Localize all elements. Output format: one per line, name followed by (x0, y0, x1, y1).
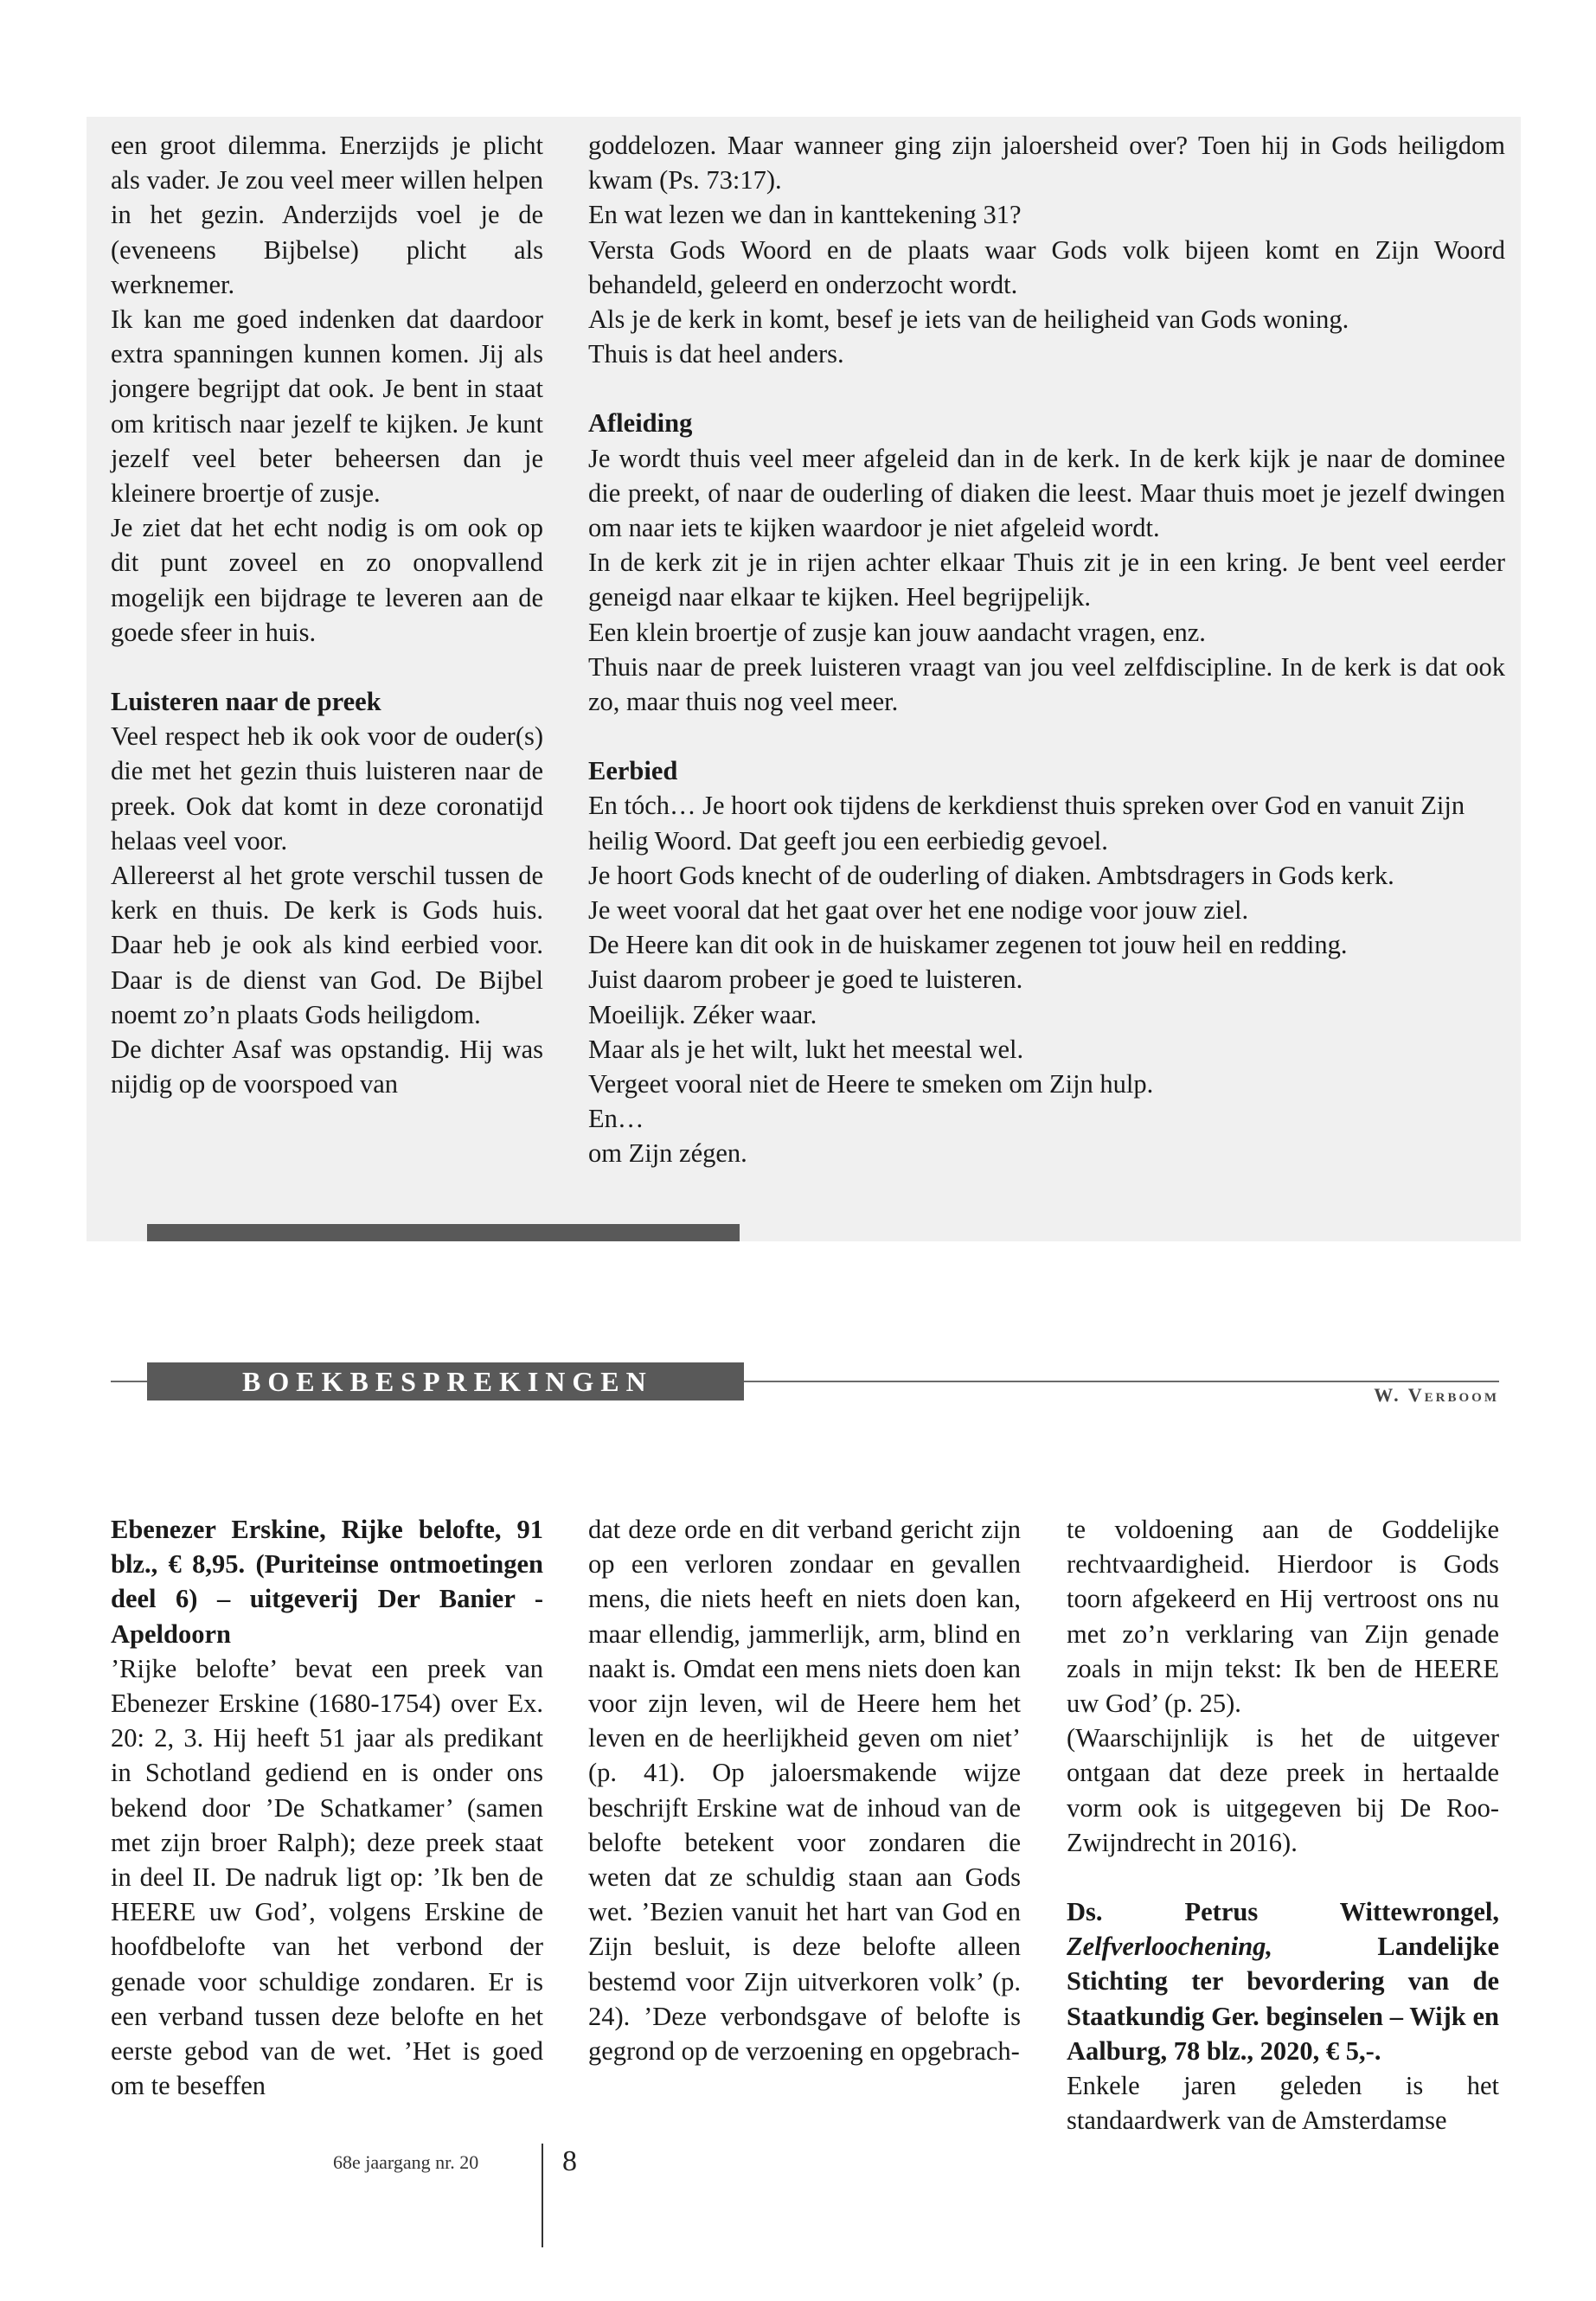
paragraph: een groot dilemma. Enerzijds je plicht als vader. Je zou veel meer willen helpen in het gezin. Anderzijds voel je de (eveneens Bijbelse) plicht als werknemer. (111, 131, 543, 299)
paragraph: De dichter Asaf was opstandig. Hij was nijdig op de voorspoed van (111, 1035, 543, 1099)
review-title: Zelfverloochening, (1067, 1932, 1273, 1962)
subheading-eerbied: Eerbied (588, 756, 678, 786)
paragraph: Maar als je het wilt, lukt het meestal wel. (588, 1034, 1024, 1064)
paragraph: Versta Gods Woord en de plaats waar Gods volk bijeen komt en Zijn Woord behandeld, geleerd en onderzocht wordt. (588, 234, 1505, 299)
paragraph: Je weet vooral dat het gaat over het ene nodige voor jouw ziel. (588, 895, 1249, 926)
section-rule-left (111, 1381, 147, 1382)
paragraph: om Zijn zégen. (588, 1138, 747, 1169)
review-author: Ds. Petrus Wittewrongel, (1067, 1897, 1499, 1927)
article-left-column (111, 128, 543, 1101)
review-column-1 (111, 1512, 543, 2103)
review-publisher: Landelijke Stichting ter bevordering van de Staatkundig Ger. beginselen – Wijk en Aalburg, 78 blz., 2020, € 5,-. (1067, 1932, 1499, 2066)
review-heading-wittewrongel (1067, 1894, 1499, 2068)
review-column-2 (588, 1512, 1021, 2068)
paragraph: (Waarschijnlijk is het de uitgever ontgaan dat deze preek in hertaalde vorm ook is uitgegeven bij De Roo-Zwijndrecht in 2016). (1067, 1723, 1499, 1857)
paragraph: Je ziet dat het echt nodig is om ook op dit punt zoveel en zo onopvallend mogelijk een bijdrage te leveren aan de goede sfeer in huis. (111, 513, 543, 647)
paragraph: Je hoort Gods knecht of de ouderling of diaken. Ambtsdragers in Gods kerk. (588, 860, 1394, 890)
paragraph: ’Rijke belofte’ bevat een preek van Ebenezer Erskine (1680-1754) over Ex. 20: 2, 3. Hij heeft 51 jaar als predikant in Schotland gediend en is onder ons bekend door ’De Schatkamer’ (samen met zijn broer Ralph); deze preek staat in deel II. De nadruk ligt op: ’Ik ben de HEERE uw God’, volgens Erskine de hoofdbelofte van het verbond der genade voor schuldige zondaren. Er is een verband tussen deze belofte en het eerste gebod van de wet. ’Het is goed om te beseffen (111, 1653, 543, 2101)
paragraph: Je wordt thuis veel meer afgeleid dan in de kerk. In de kerk kijk je naar de dominee die preekt, of naar de ouderling of diaken die leest. Maar thuis moet je jezelf dwingen om naar iets te kijken waardoor je niet afgeleid wordt. (588, 443, 1505, 543)
review-heading-erskine: Ebenezer Erskine, Rijke belofte, 91 blz., € 8,95. (Puriteinse ontmoetingen deel 6) – uitgeverij Der Banier - Apeldoorn (111, 1515, 543, 1649)
article-right-block-2 (588, 441, 1505, 720)
paragraph: Een klein broertje of zusje kan jouw aandacht vragen, enz. (588, 617, 1206, 647)
paragraph: En… (588, 1104, 644, 1134)
subheading-afleiding: Afleiding (588, 408, 693, 439)
issue-info: 68e jaargang nr. 20 (333, 2151, 479, 2173)
author-name: W. Verboom (1374, 1384, 1499, 1406)
paragraph: Enkele jaren geleden is het standaardwerk van de Amsterdamse (1067, 2071, 1499, 2136)
paragraph: Veel respect heb ik ook voor de ouder(s) die met het gezin thuis luisteren naar de preek. Ook dat komt in deze coronatijd helaas veel voor. (111, 721, 543, 856)
article-right-block-3 (588, 788, 1505, 1170)
paragraph: Thuis is dat heel anders. (588, 339, 844, 369)
paragraph: Juist daarom probeer je goed te luisteren. (588, 965, 1023, 995)
paragraph: De Heere kan dit ook in de huiskamer zegenen tot jouw heil en redding. (588, 930, 1348, 960)
paragraph: Thuis naar de preek luisteren vraagt van jou veel zelfdiscipline. In de kerk is dat ook zo, maar thuis nog veel meer. (588, 651, 1505, 717)
paragraph: En wat lezen we dan in kanttekening 31? (588, 200, 1022, 230)
section-title: BOEKBESPREKINGEN (147, 1362, 744, 1400)
paragraph: Vergeet vooral niet de Heere te smeken om Zijn hulp. (588, 1069, 1154, 1099)
paragraph: Ik kan me goed indenken dat daardoor extra spanningen kunnen komen. Jij als jongere begrijpt dat ook. Je bent in staat om kritisch naar jezelf te kijken. Je kunt jezelf veel beter beheersen dan je kleinere broertje of zusje. (111, 304, 543, 509)
footer-divider (542, 2144, 543, 2247)
paragraph: dat deze orde en dit verband gericht zijn op een verloren zondaar en gevallen mens, die niets heeft en niets doen kan, maar ellendig, jammerlijk, arm, blind en naakt is. Omdat een mens niets doen kan voor zijn leven, wil de Heere hem het leven en de heerlijkheid geven om niet’ (p. 41). Op jaloersmakende wijze beschrijft Erskine wat de inhoud van de belofte betekent voor zondaren die weten dat ze schuldig staan aan Gods wet. ’Bezien vanuit het hart van God en Zijn besluit, is deze belofte alleen bestemd voor Zijn uitverkoren volk’ (p. 24). ’Deze verbondsgave of belofte is gegrond op de verzoening en opgebrach- (588, 1515, 1021, 2067)
paragraph: te voldoening aan de Goddelijke rechtvaardigheid. Hierdoor is Gods toorn afgekeerd en Hij vertroost ons nu met zo’n verklaring van Zijn genade zoals in mijn tekst: Ik ben de HEERE uw God’ (p. 25). (1067, 1515, 1499, 1719)
section-rule-right (744, 1381, 1499, 1382)
article-end-bar (147, 1224, 740, 1241)
review-column-3 (1067, 1512, 1499, 2138)
article-right-block-1 (588, 128, 1505, 371)
article-right-column (588, 128, 1505, 1171)
paragraph: In de kerk zit je in rijen achter elkaar Thuis zit je in een kring. Je bent veel eerder geneigd naar elkaar te kijken. Heel begrijpelijk. (588, 548, 1505, 612)
paragraph: En tóch… Je hoort ook tijdens de kerkdienst thuis spreken over God en vanuit Zijn heilig Woord. Dat geeft jou een eerbiedig gevoel. (588, 791, 1465, 856)
paragraph: goddelozen. Maar wanneer ging zijn jaloersheid over? Toen hij in Gods heiligdom kwam (Ps. 73:17). (588, 131, 1505, 195)
paragraph: Moeilijk. Zéker waar. (588, 999, 817, 1029)
subheading-luisteren: Luisteren naar de preek (111, 687, 381, 717)
page-number: 8 (562, 2145, 577, 2177)
paragraph: Als je de kerk in komt, besef je iets van de heiligheid van Gods woning. (588, 304, 1349, 335)
paragraph: Allereerst al het grote verschil tussen de kerk en thuis. De kerk is Gods huis. Daar heb je ook als kind eerbied voor. Daar is de dienst van God. De Bijbel noemt zo’n plaats Gods heiligdom. (111, 861, 543, 1029)
